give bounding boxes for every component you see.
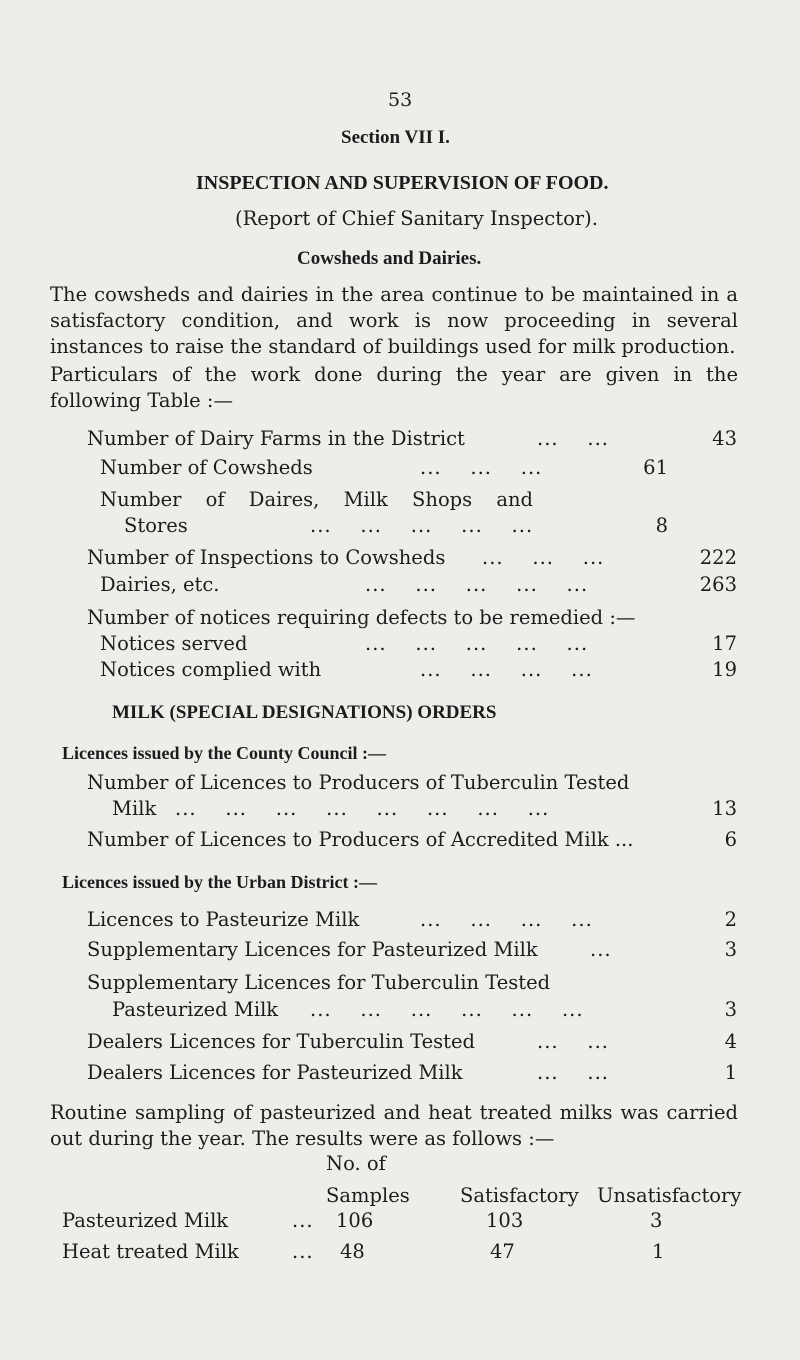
dairies-value: 8 — [655, 514, 668, 537]
supp-pasteurized-value: 3 — [724, 938, 737, 961]
farms-value: 43 — [712, 427, 737, 450]
dealers-pasteurized-label: Dealers Licences for Pasteurized Milk — [87, 1061, 463, 1084]
tt-label-line1: Number of Licences to Producers of Tuberculin Tested — [87, 771, 630, 794]
insp-cowsheds-value: 222 — [699, 546, 737, 569]
leader-dots: ... ... ... — [482, 546, 605, 569]
col-samples-header-line1: No. of — [326, 1152, 386, 1175]
dealers-tt-value: 4 — [724, 1030, 737, 1053]
served-value: 17 — [712, 632, 737, 655]
pasteurize-label: Licences to Pasteurize Milk — [87, 908, 360, 931]
satisfactory-cell: 103 — [486, 1209, 524, 1232]
urban-heading: Licences issued by the Urban District :— — [62, 872, 377, 892]
tt-label-line2: Milk — [112, 797, 157, 820]
leader-dots: ... ... — [537, 1061, 609, 1084]
served-label: Notices served — [100, 632, 248, 655]
pasteurize-value: 2 — [724, 908, 737, 931]
farms-label: Number of Dairy Farms in the District — [87, 427, 465, 450]
dairies-label-line2: Stores — [124, 514, 188, 537]
accredited-label: Number of Licences to Producers of Accredited Milk ... — [87, 828, 634, 851]
leader-dots: ... — [292, 1240, 314, 1263]
unsatisfactory-cell: 3 — [650, 1209, 663, 1232]
col-satisfactory-header: Satisfactory — [460, 1184, 579, 1207]
leader-dots: ... ... ... ... ... ... — [310, 998, 584, 1021]
dealers-tt-label: Dealers Licences for Tuberculin Tested — [87, 1030, 475, 1053]
table-intro-paragraph: Particulars of the work done during the year are given in the following Table :— — [50, 363, 738, 412]
leader-dots: ... ... ... ... — [420, 658, 593, 681]
supp-tt-value: 3 — [724, 998, 737, 1021]
unsatisfactory-cell: 1 — [652, 1240, 665, 1263]
section-heading: Section VII I. — [341, 127, 450, 148]
page-subtitle: (Report of Chief Sanitary Inspector). — [235, 207, 598, 230]
dairies-label-line1: Number of Daires, Milk Shops and — [100, 488, 534, 511]
notices-label: Number of notices requiring defects to be remedied :— — [87, 606, 636, 629]
satisfactory-cell: 47 — [490, 1240, 515, 1263]
cowsheds-label: Number of Cowsheds — [100, 456, 313, 479]
leader-dots: ... ... ... ... ... ... ... ... — [175, 797, 550, 820]
complied-label: Notices complied with — [100, 658, 322, 681]
leader-dots: ... — [292, 1209, 314, 1232]
insp-dairies-value: 263 — [699, 573, 737, 596]
dealers-pasteurized-value: 1 — [724, 1061, 737, 1084]
leader-dots: ... ... ... — [420, 456, 543, 479]
insp-dairies-label: Dairies, etc. — [100, 573, 220, 596]
intro-paragraph: The cowsheds and dairies in the area continue to be maintained in a satisfactory condition, and work is now proceeding in several instances to raise the standard of buildings used for milk production. — [50, 283, 738, 358]
page-number: 53 — [388, 89, 413, 111]
cowsheds-heading: Cowsheds and Dairies. — [297, 248, 482, 269]
county-heading: Licences issued by the County Council :— — [62, 743, 387, 763]
tt-value: 13 — [712, 797, 737, 820]
leader-dots: ... ... — [537, 427, 609, 450]
row-label: Pasteurized Milk — [62, 1209, 229, 1232]
page-title: INSPECTION AND SUPERVISION OF FOOD. — [196, 172, 609, 194]
col-samples-header-line2: Samples — [326, 1184, 410, 1207]
leader-dots: ... ... ... ... ... — [365, 573, 589, 596]
sampling-paragraph: Routine sampling of pasteurized and heat treated milks was carried out during the year. The results were as follows :— — [50, 1101, 738, 1150]
accredited-value: 6 — [724, 828, 737, 851]
cowsheds-value: 61 — [643, 456, 668, 479]
leader-dots: ... ... ... ... ... — [310, 514, 534, 537]
supp-tt-label-line2: Pasteurized Milk — [112, 998, 279, 1021]
milk-orders-heading: MILK (SPECIAL DESIGNATIONS) ORDERS — [112, 702, 497, 723]
row-label: Heat treated Milk — [62, 1240, 239, 1263]
supp-tt-label-line1: Supplementary Licences for Tuberculin Tested — [87, 971, 551, 994]
insp-cowsheds-label: Number of Inspections to Cowsheds — [87, 546, 446, 569]
leader-dots: ... ... ... ... ... — [365, 632, 589, 655]
samples-cell: 48 — [340, 1240, 365, 1263]
leader-dots: ... ... — [537, 1030, 609, 1053]
supp-pasteurized-label: Supplementary Licences for Pasteurized Milk — [87, 938, 538, 961]
col-unsatisfactory-header: Unsatisfactory — [597, 1184, 742, 1207]
samples-cell: 106 — [336, 1209, 374, 1232]
complied-value: 19 — [712, 658, 737, 681]
leader-dots: ... — [590, 938, 612, 961]
leader-dots: ... ... ... ... — [420, 908, 593, 931]
